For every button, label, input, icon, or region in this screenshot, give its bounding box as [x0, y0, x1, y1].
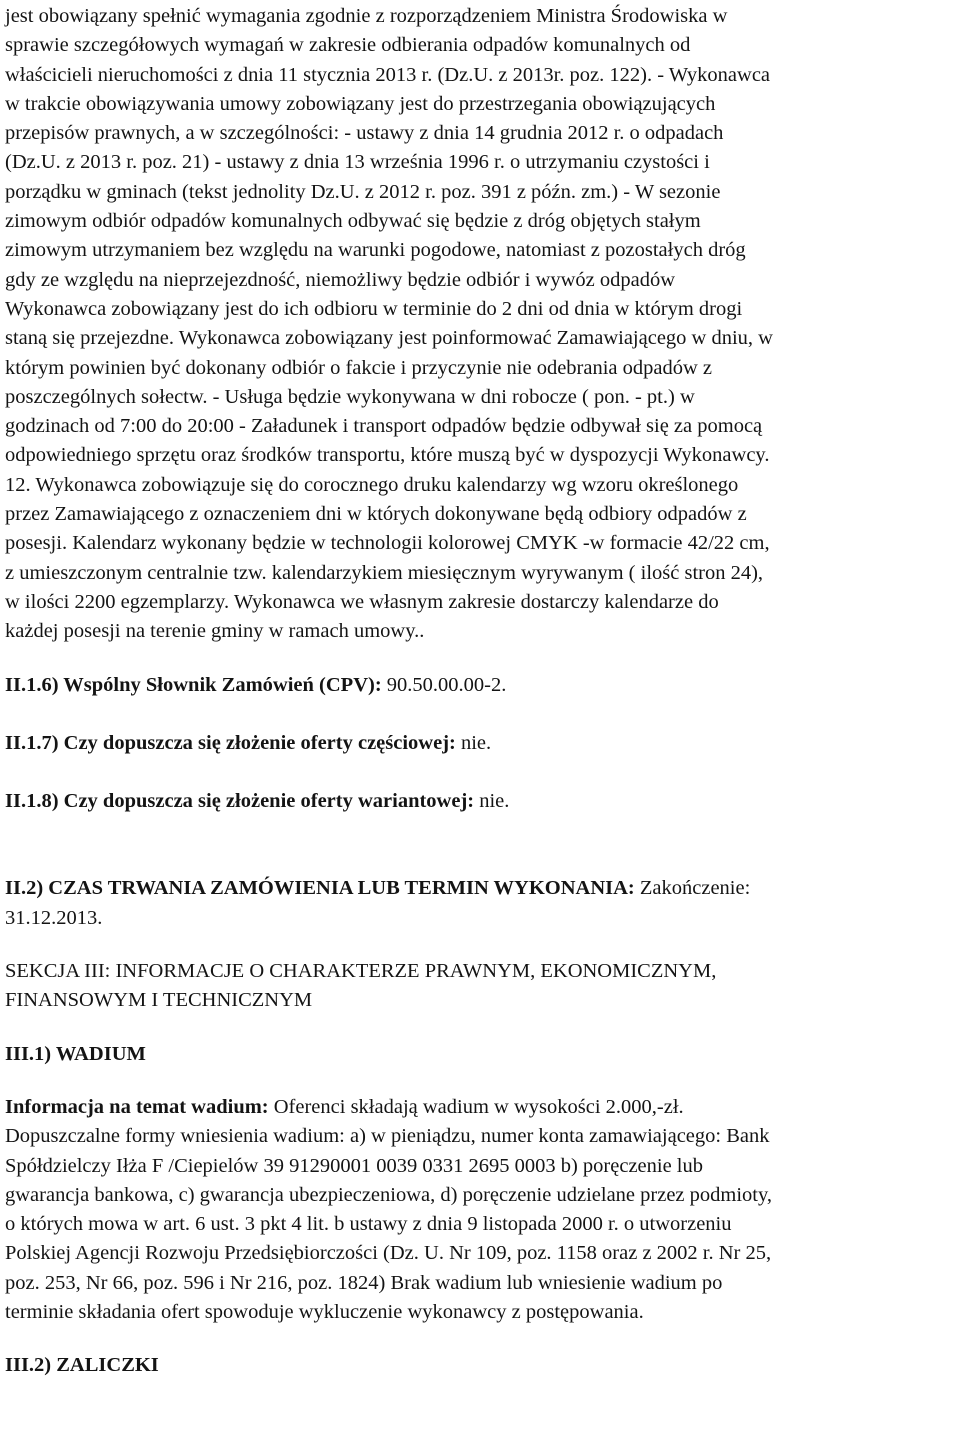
text-line: poz. 253, Nr 66, poz. 596 i Nr 216, poz. 1824) Brak wadium lub wniesienie wadium po	[5, 1271, 723, 1294]
section-3-title-line-1: SEKCJA III: INFORMACJE O CHARAKTERZE PRAWNYM, EKONOMICZNYM,	[5, 960, 717, 983]
spacer	[5, 1016, 955, 1040]
text-line: w ilości 2200 egzemplarzy. Wykonawca we własnym zakresie dostarczy kalendarze do	[5, 590, 719, 613]
text-line: każdej posesji na terenie gminy w ramach umowy..	[5, 620, 425, 643]
document-page	[5, 2, 955, 1381]
wadium-amount-text: Oferenci składają wadium w wysokości 2.000,-zł.	[268, 1095, 684, 1118]
duration-date: 31.12.2013.	[5, 906, 103, 929]
duration-value: Zakończenie:	[634, 877, 751, 900]
partial-offer-label: II.1.7) Czy dopuszcza się złożenie oferty częściowej:	[5, 731, 456, 754]
wadium-heading: III.1) WADIUM	[5, 1042, 146, 1065]
section-3-heading	[5, 957, 955, 1016]
text-line: właścicieli nieruchomości z dnia 11 stycznia 2013 r. (Dz.U. z 2013r. poz. 122). - Wykonawca	[5, 63, 771, 86]
duration-block	[5, 874, 955, 933]
wadium-info-first-line	[5, 1093, 955, 1122]
spacer	[5, 758, 955, 787]
contract-requirements-paragraph	[5, 2, 955, 647]
text-line: Spółdzielczy Iłża F /Ciepielów 39 91290001 0039 0331 2695 0003 b) poręczenie lub	[5, 1154, 704, 1177]
partial-offer-value: nie.	[455, 731, 492, 754]
wadium-info-paragraph	[5, 1093, 955, 1327]
advances-heading: III.2) ZALICZKI	[5, 1354, 159, 1377]
wadium-info-label: Informacja na temat wadium:	[5, 1095, 269, 1118]
spacer	[5, 700, 955, 729]
text-line: gdy ze względu na nieprzejezdność, niemożliwy będzie odbiór i wywóz odpadów	[5, 268, 676, 291]
variant-offer-row	[5, 787, 955, 816]
text-line: w trakcie obowiązywania umowy zobowiązany jest do przestrzegania obowiązujących	[5, 92, 716, 115]
text-line: poszczególnych sołectw. - Usługa będzie wykonywana w dni robocze ( pon. - pt.) w	[5, 385, 695, 408]
text-line: 12. Wykonawca zobowiązuje się do corocznego druku kalendarzy wg wzoru określonego	[5, 473, 739, 496]
text-line: o których mowa w art. 6 ust. 3 pkt 4 lit. b ustawy z dnia 9 listopada 2000 r. o utworzeniu	[5, 1213, 732, 1236]
duration-row	[5, 874, 955, 903]
cpv-label: II.1.6) Wspólny Słownik Zamówień (CPV):	[5, 673, 382, 696]
text-line: Dopuszczalne formy wniesienia wadium: a) w pieniądzu, numer konta zamawiającego: Bank	[5, 1125, 770, 1148]
spacer	[5, 933, 955, 957]
text-line: Wykonawca zobowiązany jest do ich odbioru w terminie do 2 dni od dnia w którym drogi	[5, 297, 743, 320]
text-line: przepisów prawnych, a w szczególności: - ustawy z dnia 14 grudnia 2012 r. o odpadach	[5, 122, 724, 145]
text-line: Polskiej Agencji Rozwoju Przedsiębiorczości (Dz. U. Nr 109, poz. 1158 oraz z 2002 r. Nr 25,	[5, 1242, 772, 1265]
cpv-value: 90.50.00.00-2.	[381, 673, 507, 696]
text-line: (Dz.U. z 2013 r. poz. 21) - ustawy z dnia 13 września 1996 r. o utrzymaniu czystości i	[5, 151, 710, 174]
text-line: zimowym odbiór odpadów komunalnych odbywać się będzie z dróg objętych stałym	[5, 210, 701, 233]
partial-offer-row	[5, 729, 955, 758]
section-3-title-line-2: FINANSOWYM I TECHNICZNYM	[5, 989, 313, 1012]
text-line: odpowiedniego sprzętu oraz środków transportu, które muszą być w dyspozycji Wykonawcy.	[5, 444, 770, 467]
variant-offer-label: II.1.8) Czy dopuszcza się złożenie oferty wariantowej:	[5, 790, 475, 813]
cpv-row	[5, 671, 955, 700]
text-line: staną się przejezdne. Wykonawca zobowiązany jest poinformować Zamawiającego w dniu, w	[5, 327, 773, 350]
spacer	[5, 1327, 955, 1351]
text-line: przez Zamawiającego z oznaczeniem dni w których dokonywane będą odbiory odpadów z	[5, 503, 747, 526]
text-line: którym powinien być dokonany odbiór o fakcie i przyczynie nie odebrania odpadów z	[5, 356, 713, 379]
spacer	[5, 816, 955, 874]
variant-offer-value: nie.	[474, 790, 510, 813]
text-line: posesji. Kalendarz wykonany będzie w technologii kolorowej CMYK -w formacie 42/22 cm,	[5, 532, 770, 555]
duration-label: II.2) CZAS TRWANIA ZAMÓWIENIA LUB TERMIN WYKONANIA:	[5, 877, 635, 900]
text-line: porządku w gminach (tekst jednolity Dz.U. z 2012 r. poz. 391 z późn. zm.) - W sezonie	[5, 180, 721, 203]
text-line: z umieszczonym centralnie tzw. kalendarzykiem miesięcznym wyrywanym ( ilość stron 24),	[5, 561, 764, 584]
text-line: gwarancja bankowa, c) gwarancja ubezpieczeniowa, d) poręczenie udzielane przez podmioty,	[5, 1183, 773, 1206]
text-line: terminie składania ofert spowoduje wykluczenie wykonawcy z postępowania.	[5, 1300, 644, 1323]
spacer	[5, 1069, 955, 1093]
spacer	[5, 647, 955, 671]
text-line: godzinach od 7:00 do 20:00 - Załadunek i transport odpadów będzie odbywał się za pomocą	[5, 415, 763, 438]
text-line: jest obowiązany spełnić wymagania zgodnie z rozporządzeniem Ministra Środowiska w	[5, 5, 728, 27]
text-line: zimowym utrzymaniem bez względu na warunki pogodowe, natomiast z pozostałych dróg	[5, 239, 746, 262]
text-line: sprawie szczegółowych wymagań w zakresie odbierania odpadów komunalnych od	[5, 34, 691, 57]
